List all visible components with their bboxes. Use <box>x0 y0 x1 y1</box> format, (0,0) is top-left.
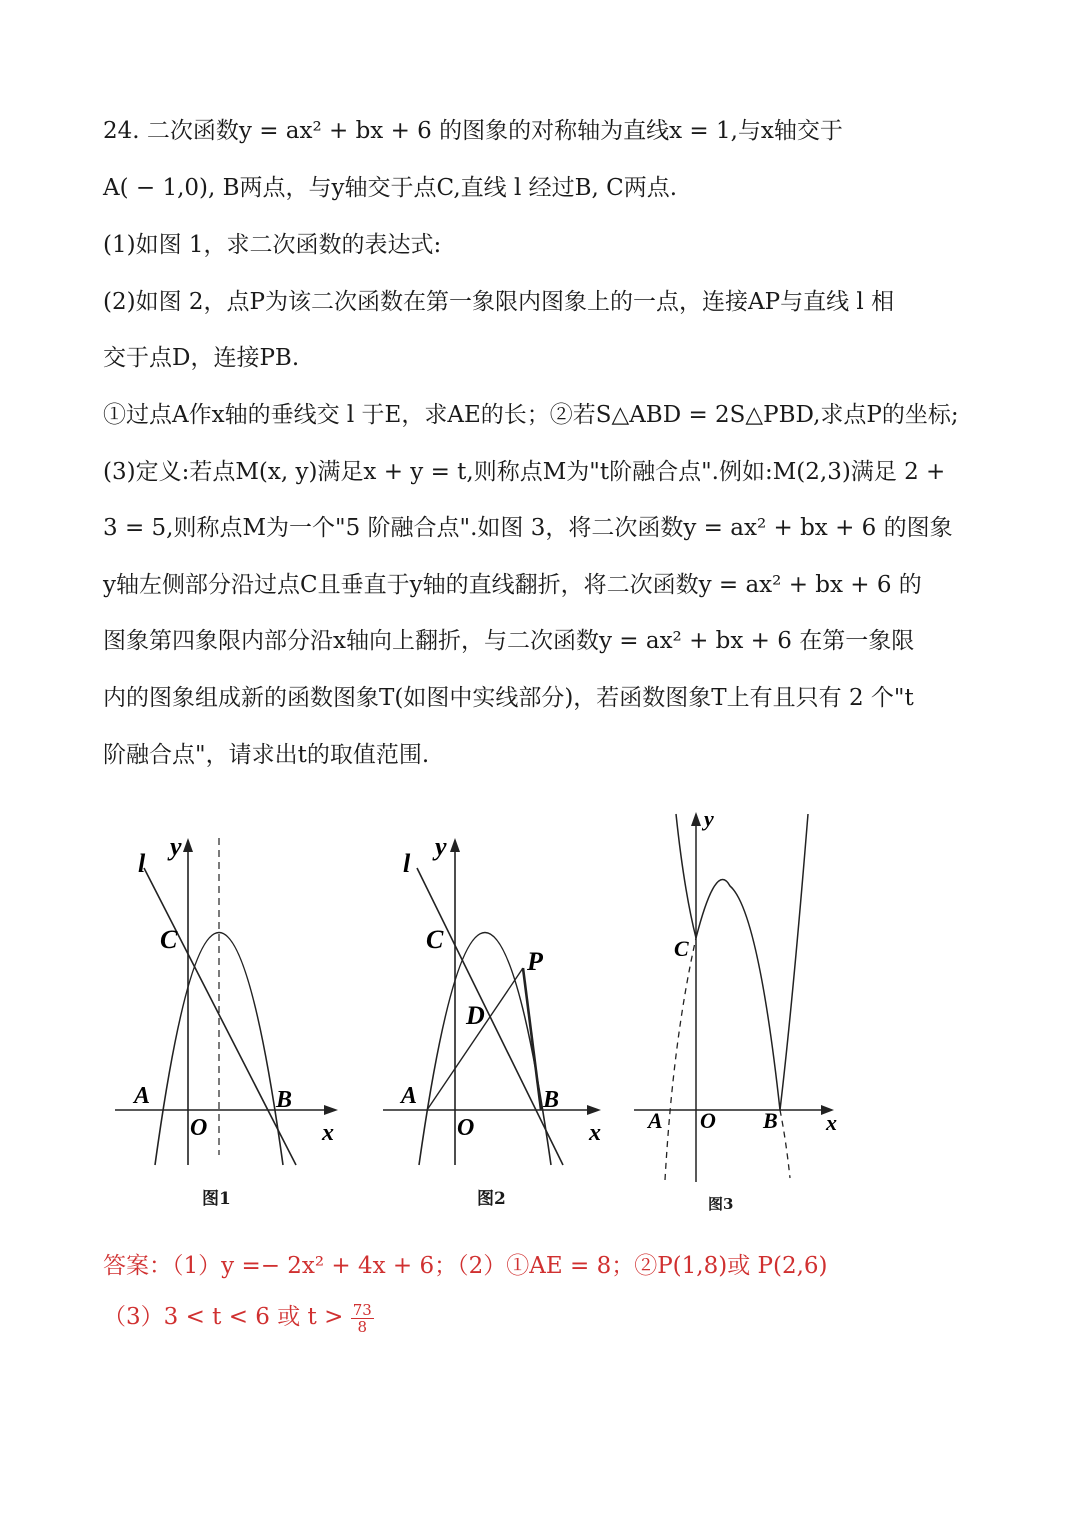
answer-line-1: 答案：（1）y =− 2x² + 4x + 6；（2）①AE = 8；②P(1,8)或 P(2,6) <box>103 1253 828 1279</box>
figure-3-diagram <box>630 800 860 1190</box>
graph-T-middle <box>696 880 780 1111</box>
label-y: y <box>435 832 447 861</box>
label-A: A <box>648 1108 663 1133</box>
label-O: O <box>457 1115 475 1141</box>
answer-fraction <box>351 1302 374 1335</box>
label-y: y <box>704 806 714 831</box>
fraction-numerator: 73 <box>352 1300 372 1319</box>
problem-line-1: 24. 二次函数y = ax² + bx + 6 的图象的对称轴为直线x = 1,与x轴交于 <box>103 118 843 144</box>
label-x: x <box>589 1120 601 1146</box>
problem-line-6: ①过点A作x轴的垂线交 l 于E，求AE的长；②若S△ABD = 2S△PBD,求点P的坐标; <box>103 402 959 428</box>
problem-line-10: 图象第四象限内部分沿x轴向上翻折，与二次函数y = ax² + bx + 6 在第一象限 <box>103 628 915 654</box>
answer-line-2-text: （3）3 < t < 6 或 t > <box>103 1304 344 1330</box>
label-A: A <box>134 1083 151 1109</box>
label-C: C <box>426 925 444 954</box>
problem-line-2: A( − 1,0), B两点，与y轴交于点C,直线 l 经过B, C两点. <box>103 175 678 201</box>
figure-1-caption: 图1 <box>202 1189 231 1209</box>
label-x: x <box>322 1120 334 1146</box>
problem-line-4: (2)如图 2，点P为该二次函数在第一象限内图象上的一点，连接AP与直线 l 相 <box>103 289 895 315</box>
label-x: x <box>826 1110 837 1135</box>
problem-line-5: 交于点D，连接PB. <box>103 345 300 371</box>
graph-T-left <box>676 814 696 938</box>
answer-line-2 <box>103 1298 374 1335</box>
y-axis-arrow-icon <box>450 838 460 852</box>
x-axis-arrow-icon <box>324 1105 338 1115</box>
figure-1-diagram <box>100 820 360 1170</box>
figure-2-caption: 图2 <box>477 1189 506 1209</box>
segment-AP <box>427 968 523 1110</box>
figure-2-diagram <box>375 820 635 1170</box>
label-C: C <box>160 925 178 954</box>
label-D: D <box>466 1001 485 1030</box>
problem-line-12: 阶融合点"，请求出t的取值范围. <box>103 742 430 768</box>
y-axis-arrow-icon <box>183 838 193 852</box>
figure-2 <box>375 820 635 1170</box>
x-axis-arrow-icon <box>587 1105 601 1115</box>
figure-3-caption: 图3 <box>708 1195 734 1213</box>
y-axis-arrow-icon <box>691 812 701 826</box>
problem-line-3: (1)如图 1，求二次函数的表达式: <box>103 232 442 258</box>
graph-T-right <box>780 814 808 1110</box>
parabola-dashed-right <box>780 1110 790 1178</box>
label-B: B <box>543 1087 560 1113</box>
label-B: B <box>763 1108 778 1133</box>
line-l <box>144 868 296 1165</box>
label-l: l <box>403 849 411 878</box>
label-O: O <box>700 1108 716 1133</box>
fraction-denominator: 8 <box>357 1317 368 1336</box>
problem-line-7: (3)定义:若点M(x, y)满足x + y = t,则称点M为"t阶融合点".例如:M(2,3)满足 2 + <box>103 459 946 485</box>
problem-line-8: 3 = 5,则称点M为一个"5 阶融合点".如图 3，将二次函数y = ax² + bx + 6 的图象 <box>103 515 953 541</box>
label-P: P <box>527 947 543 976</box>
figure-3 <box>630 800 860 1190</box>
problem-line-9: y轴左侧部分沿过点C且垂直于y轴的直线翻折，将二次函数y = ax² + bx + 6 的 <box>103 572 922 598</box>
label-C: C <box>674 936 689 961</box>
label-A: A <box>401 1083 418 1109</box>
figure-1 <box>100 820 360 1170</box>
parabola-dashed-left <box>665 938 696 1180</box>
label-B: B <box>276 1087 293 1113</box>
problem-line-11: 内的图象组成新的函数图象T(如图中实线部分)，若函数图象T上有且只有 2 个"t <box>103 685 914 711</box>
label-O: O <box>190 1115 208 1141</box>
label-y: y <box>170 832 182 861</box>
label-l: l <box>138 849 146 878</box>
